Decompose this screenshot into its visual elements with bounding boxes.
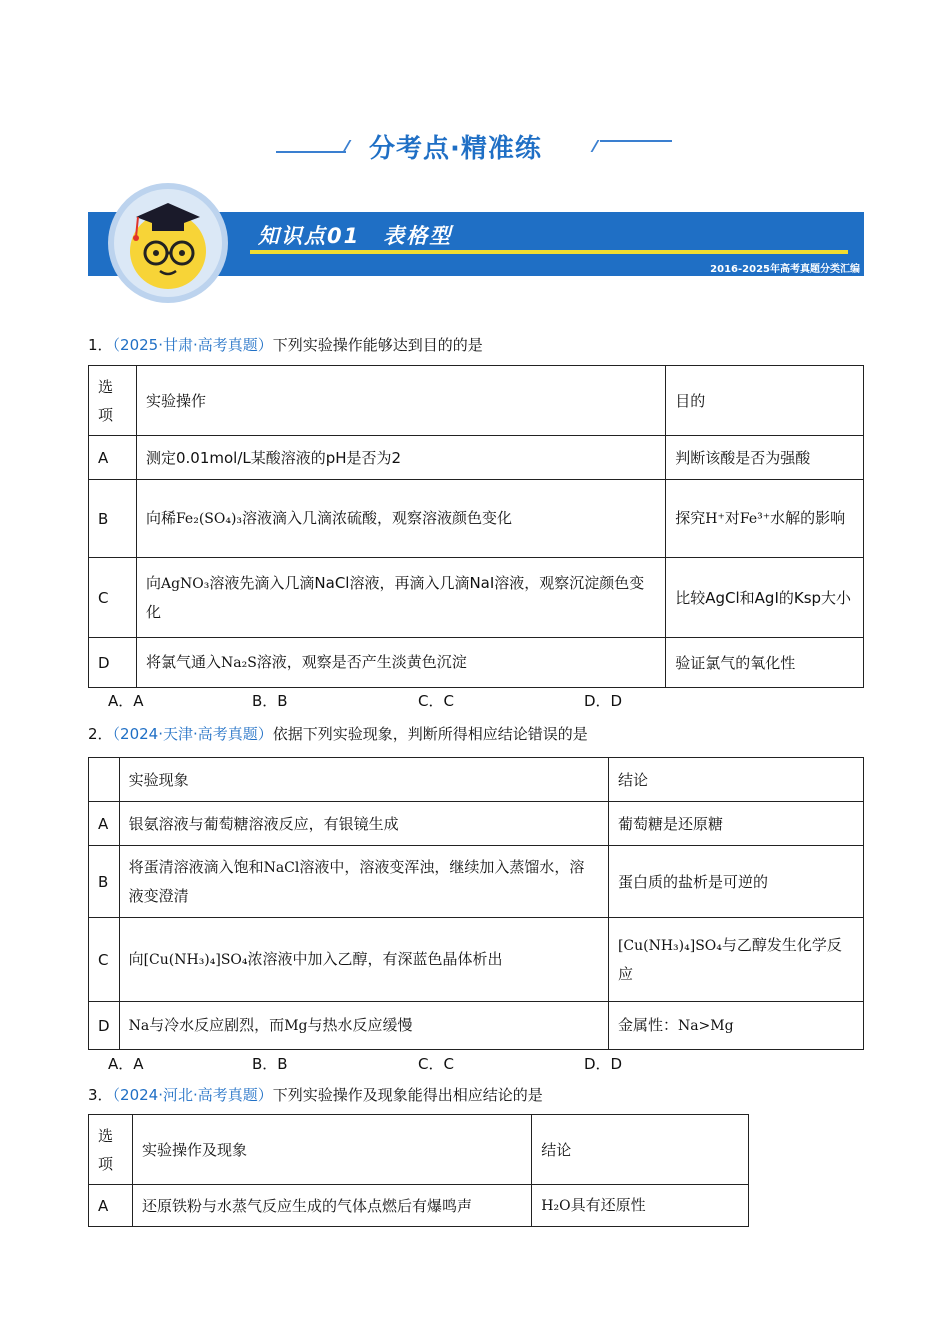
title-deco-right (600, 140, 672, 142)
observation-cell (119, 1002, 608, 1050)
banner-title: 知识点01 表格型 (258, 224, 453, 248)
cell-text: 向 (128, 950, 144, 968)
q3-source: （2024·河北·高考真题） (112, 1086, 273, 1104)
option-cell: A (89, 1185, 133, 1227)
q1-option-b[interactable]: B．B (252, 692, 288, 710)
q3-text: 下列实验操作及现象能得出相应结论的是 (272, 1086, 543, 1104)
q3-stem (88, 1084, 543, 1105)
table-row (89, 1115, 749, 1185)
q1-stem (88, 334, 483, 355)
option-cell: C (89, 918, 120, 1002)
formula-cu-complex-2: [Cu(NH₃)₄]SO₄ (617, 938, 722, 954)
goal-cell: 判断该酸是否为强酸 (666, 436, 864, 480)
goal-cell: 验证氯气的氧化性 (666, 638, 864, 688)
header-cell: 目的 (666, 366, 864, 436)
header-cell (89, 758, 120, 802)
option-cell: D (89, 638, 137, 688)
q1-table (88, 365, 864, 688)
table-row (89, 1002, 864, 1050)
operation-cell: 测定0.01mol/L某酸溶液的pH是否为2 (136, 436, 665, 480)
cell-text: 水解的影响 (770, 509, 846, 527)
table-row (89, 366, 864, 436)
table-row (89, 480, 864, 558)
title-deco-left (276, 151, 346, 153)
cell-text: 金属性： (617, 1016, 678, 1034)
q2-stem (88, 723, 588, 744)
cell-text: 与乙醇发生化学反应 (617, 936, 842, 983)
option-cell: B (89, 480, 137, 558)
section-title-bar (0, 126, 950, 166)
cell-text: 与冷水反应剧烈，而 (149, 1016, 285, 1034)
formula-nacl: NaCl (263, 860, 300, 876)
cell-text: 溶液，观察是否产生淡黄色沉淀 (256, 653, 467, 671)
formula-agno3: AgNO₃ (160, 576, 210, 592)
formula-na-gt-mg: Na>Mg (677, 1018, 734, 1034)
q2-number: 2． (88, 725, 113, 743)
conclusion-cell (532, 1185, 749, 1227)
operation-cell (136, 558, 665, 638)
observation-cell (119, 918, 608, 1002)
title-deco-left-slash (343, 140, 352, 152)
cell-text: 与热水反应缓慢 (307, 1016, 413, 1034)
goal-cell: 比较AgCl和AgI的Ksp大小 (666, 558, 864, 638)
q2-option-c[interactable]: C．C (418, 1055, 454, 1073)
table-row (89, 1185, 749, 1227)
conclusion-cell (608, 1002, 863, 1050)
formula-na: Na (128, 1018, 150, 1034)
table-row (89, 758, 864, 802)
option-cell: B (89, 846, 120, 918)
header-cell: 实验现象 (119, 758, 608, 802)
option-cell: A (89, 802, 120, 846)
cell-text: 具有还原性 (570, 1196, 646, 1214)
q2-option-a[interactable]: A．A (108, 1055, 144, 1073)
cell-text: 溶液先滴入几滴NaCl溶液，再滴入几滴NaI溶液，观察沉淀颜色变化 (145, 574, 645, 621)
conclusion-cell: 蛋白质的盐析是可逆的 (608, 846, 863, 918)
section-title: 分考点·精准练 (369, 134, 542, 164)
q2-text: 依据下列实验现象，判断所得相应结论错误的是 (272, 725, 588, 743)
table-row (89, 918, 864, 1002)
q1-option-a[interactable]: A．A (108, 692, 144, 710)
cell-text: 向稀 (145, 509, 176, 527)
student-mascot-icon (106, 181, 230, 305)
q1-source: （2025·甘肃·高考真题） (112, 336, 273, 354)
goal-cell (666, 480, 864, 558)
cell-text: 探究 (675, 509, 706, 527)
cell-text: 溶液中，溶液变浑浊，继续加入蒸馏水，溶液变澄清 (128, 858, 585, 905)
q1-option-c[interactable]: C．C (418, 692, 454, 710)
q3-table (88, 1114, 749, 1227)
cell-text: 溶液滴入几滴浓硫酸，观察溶液颜色变化 (242, 509, 513, 527)
conclusion-cell: 葡萄糖是还原糖 (608, 802, 863, 846)
formula-h-plus: H⁺ (705, 511, 725, 527)
title-deco-right-slash (591, 140, 600, 152)
q1-text: 下列实验操作能够达到目的的是 (272, 336, 483, 354)
cell-text: 将蛋清溶液滴入饱和 (128, 858, 264, 876)
header-cell: 结论 (532, 1115, 749, 1185)
operation-cell: 还原铁粉与水蒸气反应生成的气体点燃后有爆鸣声 (132, 1185, 531, 1227)
table-row (89, 638, 864, 688)
table-row (89, 558, 864, 638)
banner-subtitle: 2016-2025年高考真题分类汇编 (710, 264, 860, 275)
q1-number: 1． (88, 336, 113, 354)
banner-underline (250, 250, 848, 254)
q2-table (88, 757, 864, 1050)
operation-cell (136, 480, 665, 558)
cell-text: 浓溶液中加入乙醇，有深蓝色晶体析出 (247, 950, 503, 968)
formula-h2o: H₂O (541, 1198, 571, 1214)
q2-option-d[interactable]: D．D (584, 1055, 623, 1073)
header-cell: 结论 (608, 758, 863, 802)
header-cell: 选项 (89, 366, 137, 436)
header-cell: 选项 (89, 1115, 133, 1185)
option-cell: D (89, 1002, 120, 1050)
formula-fe3-plus: Fe³⁺ (739, 511, 771, 527)
formula-na2s: Na₂S (220, 655, 257, 671)
table-row (89, 436, 864, 480)
q2-option-b[interactable]: B．B (252, 1055, 288, 1073)
observation-cell (119, 846, 608, 918)
option-cell: A (89, 436, 137, 480)
cell-text: 向 (145, 574, 161, 592)
observation-cell: 银氨溶液与葡萄糖溶液反应，有银镜生成 (119, 802, 608, 846)
cell-text: 将氯气通入 (145, 653, 221, 671)
header-cell: 实验操作 (136, 366, 665, 436)
formula-fe2so43: Fe₂(SO₄)₃ (175, 511, 243, 527)
conclusion-cell (608, 918, 863, 1002)
header-cell: 实验操作及现象 (132, 1115, 531, 1185)
option-cell: C (89, 558, 137, 638)
formula-cu-complex: [Cu(NH₃)₄]SO₄ (143, 952, 248, 968)
q1-option-d[interactable]: D．D (584, 692, 623, 710)
formula-mg: Mg (284, 1018, 308, 1034)
table-row (89, 846, 864, 918)
q2-source: （2024·天津·高考真题） (112, 725, 273, 743)
q3-number: 3． (88, 1086, 113, 1104)
cell-text: 对 (724, 509, 740, 527)
table-row (89, 802, 864, 846)
operation-cell (136, 638, 665, 688)
